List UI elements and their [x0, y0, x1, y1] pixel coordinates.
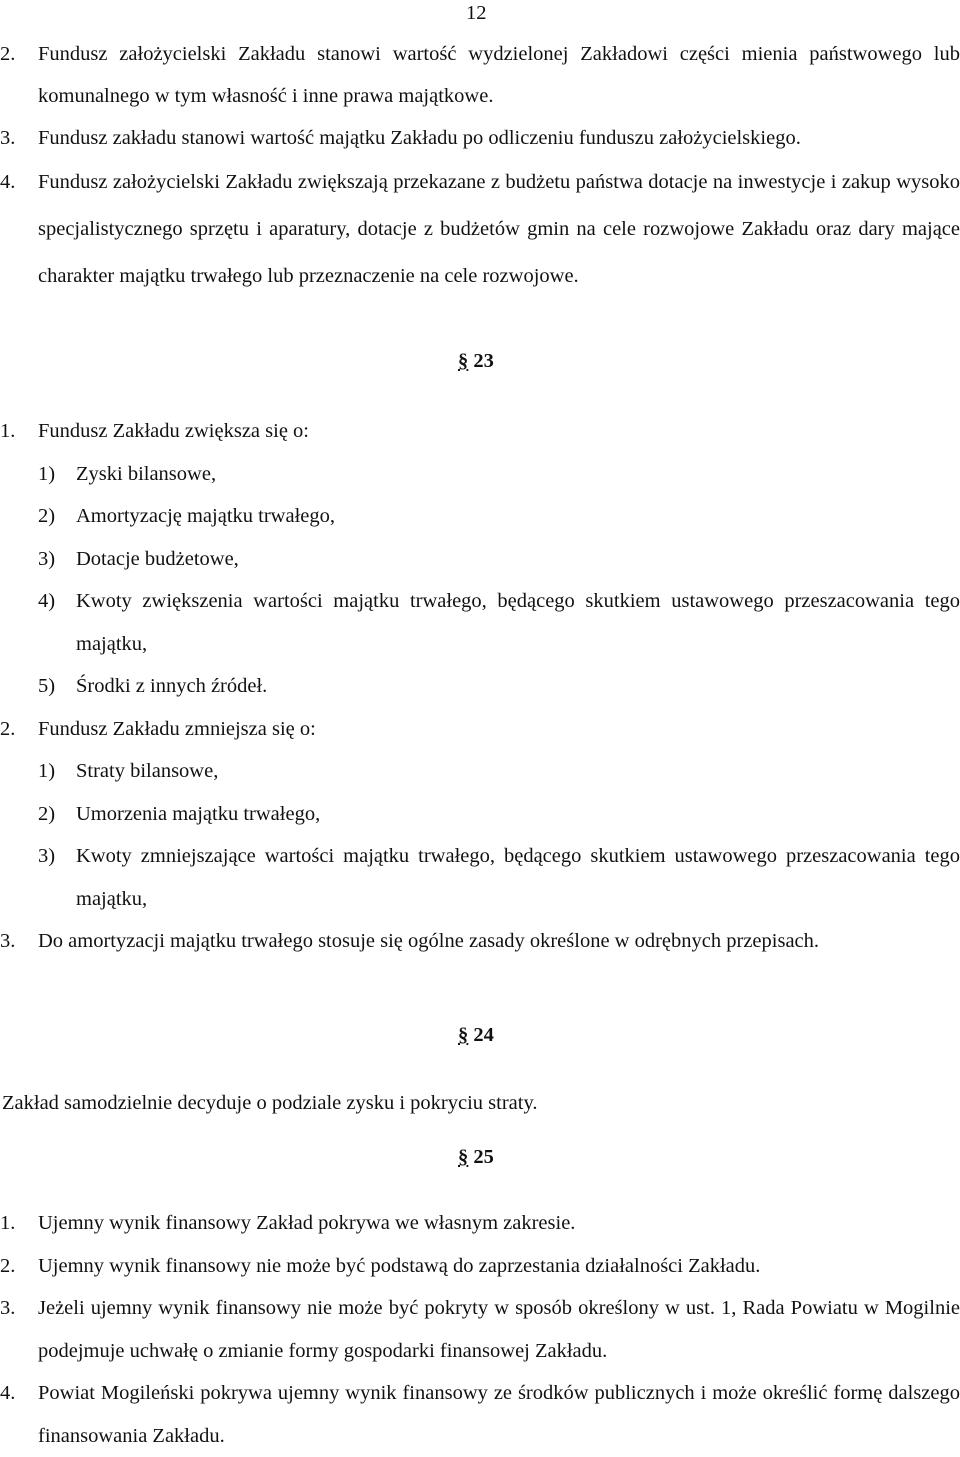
subitem-number: 3): [38, 547, 56, 570]
subitem-number: 1): [38, 760, 56, 782]
section-number: 25: [473, 1146, 494, 1168]
item-text: Do amortyzacji majątku trwałego stosuje się ogólne zasady określone w odrębnych przepisach.: [38, 930, 820, 952]
section-symbol: §: [458, 350, 469, 372]
section-number: 23: [473, 350, 494, 372]
subitem-2: [0, 793, 960, 836]
item-3: [0, 1287, 960, 1372]
section-symbol: §: [458, 1146, 469, 1168]
subitem-3: [0, 538, 960, 581]
item-number: 3.: [0, 930, 16, 952]
section-heading-23: [458, 350, 494, 373]
item-number: 1.: [0, 1212, 16, 1234]
item-text: Ujemny wynik finansowy Zakład pokrywa we własnym zakresie.: [38, 1212, 576, 1234]
paragraph-list-top: [0, 33, 960, 300]
subitem-text: Straty bilansowe,: [76, 760, 219, 782]
paragraph-number: 4.: [0, 171, 16, 193]
item-1: [0, 410, 960, 453]
paragraph-text: Fundusz zakładu stanowi wartość majątku Zakładu po odliczeniu funduszu założycielskiego.: [38, 127, 801, 149]
item-text: Fundusz Zakładu zmniejsza się o:: [38, 717, 316, 740]
subitem-number: 2): [38, 505, 56, 527]
paragraph-2: [0, 33, 960, 117]
subitem-number: 3): [38, 845, 56, 867]
subitem-number: 1): [38, 462, 56, 485]
section-heading-24: [458, 1024, 494, 1047]
item-number: 3.: [0, 1297, 16, 1319]
item-text: Ujemny wynik finansowy nie może być podstawą do zaprzestania działalności Zakładu.: [38, 1254, 761, 1277]
item-3: [0, 920, 960, 963]
section-heading-25: [458, 1146, 494, 1169]
item-text: Powiat Mogileński pokrywa ujemny wynik finansowy ze środków publicznych i może określić formę dalszego finansowania Zakładu.: [38, 1382, 960, 1447]
item-number: 4.: [0, 1382, 16, 1404]
item-text: Jeżeli ujemny wynik finansowy nie może być pokryty w sposób określony w ust. 1, Rada Powiatu w Mogilnie podejmuje uchwałę o zmianie formy gospodarki finansowej Zakładu.: [38, 1297, 960, 1362]
subitem-text: Kwoty zwiększenia wartości majątku trwałego, będącego skutkiem ustawowego przeszacowania tego majątku,: [76, 590, 960, 655]
paragraph-text: Fundusz założycielski Zakładu zwiększają przekazane z budżetu państwa dotacje na inwestycje i zakup wysoko specjalistycznego sprzętu i aparatury, dotacje z budżetów gmin na cele rozwojowe Zakładu oraz dary mające charakter majątku trwałego lub przeznaczenie na cele rozwojowe.: [38, 171, 960, 287]
subitem-text: Umorzenia majątku trwałego,: [76, 802, 321, 825]
section-number: 24: [473, 1024, 494, 1046]
item-4: [0, 1372, 960, 1457]
subitem-text: Zyski bilansowe,: [76, 462, 217, 485]
subitem-number: 4): [38, 590, 56, 612]
paragraph-4: [0, 159, 960, 300]
subitem-text: Dotacje budżetowe,: [76, 547, 239, 570]
item-text: Fundusz Zakładu zwiększa się o:: [38, 420, 309, 442]
subitem-4: [0, 580, 960, 665]
item-number: 1.: [0, 420, 16, 442]
paragraph-text: Fundusz założycielski Zakładu stanowi wartość wydzielonej Zakładowi części mienia państwowego lub komunalnego w tym własność i inne prawa majątkowe.: [38, 43, 960, 107]
subitem-text: Środki z innych źródeł.: [76, 675, 268, 697]
subitem-number: 2): [38, 802, 56, 825]
subitem-text: Kwoty zmniejszające wartości majątku trwałego, będącego skutkiem ustawowego przeszacowania tego majątku,: [76, 845, 960, 910]
subitem-5: [0, 665, 960, 708]
section-23-content: [0, 410, 960, 963]
paragraph-number: 2.: [0, 43, 16, 65]
section-symbol: §: [458, 1024, 469, 1046]
section-24-text: Zakład samodzielnie decyduje o podziale zysku i pokryciu straty.: [2, 1092, 538, 1114]
item-1: [0, 1202, 960, 1245]
paragraph-number: 3.: [0, 127, 16, 149]
item-number: 2.: [0, 717, 16, 740]
page-number: 12: [466, 2, 487, 24]
subitem-number: 5): [38, 675, 56, 697]
section-25-content: [0, 1202, 960, 1457]
subitem-1: [0, 750, 960, 793]
subitem-2: [0, 495, 960, 538]
item-number: 2.: [0, 1254, 16, 1277]
subitem-1: [0, 453, 960, 496]
paragraph-3: [0, 117, 960, 159]
item-2: [0, 1245, 960, 1288]
item-2: [0, 708, 960, 751]
subitem-3: [0, 835, 960, 920]
subitem-text: Amortyzację majątku trwałego,: [76, 505, 335, 527]
